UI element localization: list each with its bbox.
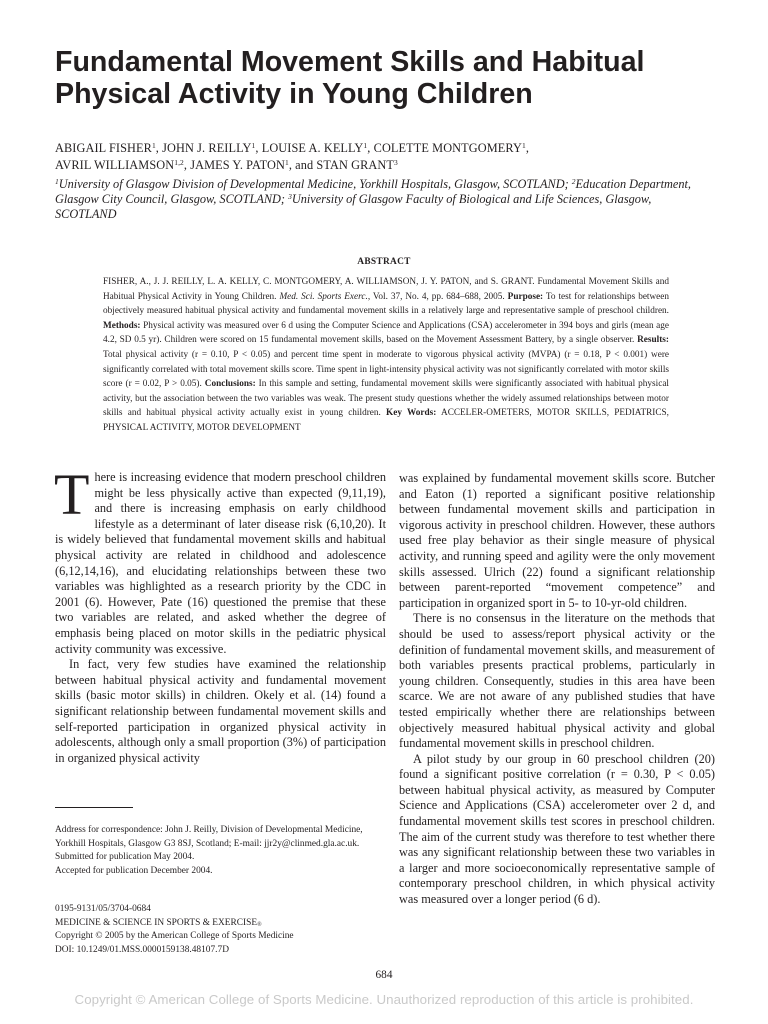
results-text: Total physical activity (r = 0.10, P < 0.05) and percent time spent in moderate to vigorous physical activity (MVPA) (r = 0.18, P < 0.001) were significantly correlated with total movement skills score. Time spent in light-intensity physical activity was not significantly correlated with motor skills score (r = 0.02, P > 0.05). <box>103 349 669 390</box>
registered-mark: ® <box>257 921 262 928</box>
author-name: ABIGAIL FISHER <box>55 141 152 155</box>
correspondence-address: Address for correspondence: John J. Reilly, Division of Developmental Medicine, Yorkhill Hospitals, Glasgow G3 8SJ, Scotland; E-mail: jjr2y@clinmed.gla.ac.uk. <box>55 825 363 849</box>
journal-name-text: MEDICINE & SCIENCE IN SPORTS & EXERCISE <box>55 917 258 928</box>
article-code: 0195-9131/05/3704-0684 <box>55 904 151 914</box>
affiliation-mark: 1 <box>284 158 289 167</box>
affiliation-mark: 1 <box>55 177 59 186</box>
body-paragraph: A pilot study by our group in 60 preschool children (20) found a significant positive correlation (r = 0.30, P < 0.05) between habitual physical activity, as measured by Computer Science and Applications (CSA) accelerometer over 2 d, and fundamental movement skills test scores in preschool children. The aim of the current study was therefore to test whether there was any significant relationship between these two variables in a larger and more socioeconomically representative sample of contemporary preschool children, in which physical activity was measured over a longer period (6 d). <box>399 751 715 907</box>
author-name: STAN GRANT <box>316 158 394 172</box>
methods-label: Methods: <box>103 320 141 331</box>
affiliation-mark: 2 <box>571 177 576 186</box>
methods-text: Physical activity was measured over 6 d using the Computer Science and Applications (CSA) accelerometer in 394 boys and girls (mean age 4.2, SD 0.5 yr). Children were scored on 15 fundamental movement skills, based on the Movement Assessment Battery, by a single observer. <box>103 320 669 346</box>
keywords-text: ACCELER-OMETERS, MOTOR SKILLS, PEDIATRICS, PHYSICAL ACTIVITY, MOTOR DEVELOPMENT <box>103 408 669 433</box>
body-column-left <box>54 462 386 790</box>
footnote-divider <box>55 807 133 808</box>
affiliation-text: University of Glasgow Division of Developmental Medicine, Yorkhill Hospitals, Glasgow, SCOTLAND; <box>58 177 572 191</box>
affiliation-mark: 1 <box>251 141 256 150</box>
publication-info <box>55 903 386 957</box>
affiliation-mark: 3 <box>288 192 292 201</box>
body-paragraph: was explained by fundamental movement skills score. Butcher and Eaton (1) reported a significant positive relationship between fundamental movement skills and participation in vigorous activity in preschool children. However, these authors used free play behavior as their single measure of physical activity, and running speed and agility were the only movement skills assessed. Ulrich (22) found a significant relationship between parent-reported “movement competence” and participation in organized sport in 5- to 10-yr-old children. <box>399 471 715 610</box>
submitted-date: Submitted for publication May 2004. <box>55 852 195 862</box>
copyright-line: Copyright © 2005 by the American College of Sports Medicine <box>55 931 294 942</box>
affiliation-text: Education Department, Glasgow City Council, Glasgow, SCOTLAND; <box>55 177 691 206</box>
article-title: Fundamental Movement Skills and Habitual Physical Activity in Young Children <box>55 46 645 110</box>
abstract-heading: ABSTRACT <box>357 257 411 267</box>
accepted-date: Accepted for publication December 2004. <box>55 865 213 876</box>
doi: DOI: 10.1249/01.MSS.0000159138.48107.7D <box>55 944 229 955</box>
affiliation-mark: 3 <box>393 158 398 167</box>
affiliation-mark: 1 <box>363 141 368 150</box>
conclusions-label: Conclusions: <box>204 379 256 390</box>
author-name: JAMES Y. PATON <box>190 158 285 172</box>
body-paragraph <box>54 462 386 657</box>
paragraph-text: here is increasing evidence that modern preschool children might be less physically active than expected (9,11,19), and there is increasing emphasis on early childhood lifestyle as a determinant of later disease risk (6,10,20). It is widely believed that fundamental movement skills and habitual physical activity are related in childhood and adolescence (6,12,14,16), and elucidating relationships between these two variables was highlighted as a research priority by the CDC in 2001 (6). However, Pate (16) questioned the premise that these two variables are related, and asked whether the degree of emphasis being placed on motor skills in the pediatric physical activity community was excessive. <box>55 470 386 656</box>
citation-details: , Vol. 37, No. 4, pp. 684–688, 2005. <box>367 291 505 302</box>
keywords-label: Key Words: <box>386 408 437 419</box>
journal-abbrev: Med. Sci. Sports Exerc. <box>279 291 368 302</box>
affiliation-mark: 1 <box>521 141 526 150</box>
body-paragraph: In fact, very few studies have examined the relationship between habitual physical activity and fundamental movement skills (basic motor skills) in children. Okely et al. (14) found a significant relationship between fundamental movement skills and self-reported participation in organized physical activity in adolescents, although only a small proportion (3%) of participation in organized physical activity <box>55 657 386 765</box>
drop-cap: T <box>54 462 90 527</box>
author-name: AVRIL WILLIAMSON <box>55 158 175 172</box>
author-name: JOHN J. REILLY <box>162 141 252 155</box>
author-list: ABIGAIL FISHER$^1$, JOHN J. REILLY$^1$, LOUISE A. KELLY$^1$, COLETTE MONTGOMERY$^1$, AVRIL WILLIAMSON$^{1,2}$, JAMES Y. PATON$^1$, and STAN GRANT$^3$ <box>55 141 530 172</box>
author-name: COLETTE MONTGOMERY <box>373 141 522 155</box>
body-paragraph: There is no consensus in the literature on the methods that should be used to assess/report physical activity or the definition of fundamental movement skills, and measurement of both variables presents practical problems, particularly in young children. Consequently, studies in this area have been scarce. We are not aware of any published studies that have tested empirically whether there are relationships between objectively measured habitual physical activity and global fundamental movement skills in preschool children. <box>399 611 715 751</box>
citation-authors: FISHER, A., J. J. REILLY, L. A. KELLY, C. MONTGOMERY, A. WILLIAMSON, J. Y. PATON, and S. GRANT. Fundamental Movement Skills and Habitual Physical Activity in Young Children. <box>103 277 669 302</box>
affiliation-mark: 1,2 <box>174 158 184 167</box>
page-number: 684 <box>375 969 393 981</box>
correspondence-footnote <box>55 824 386 878</box>
journal-name <box>55 917 386 931</box>
affiliation-text: University of Glasgow Faculty of Biological and Life Sciences, Glasgow, SCOTLAND <box>55 192 652 221</box>
abstract-body <box>103 275 669 436</box>
copyright-watermark: Copyright © American College of Sports Medicine. Unauthorized reproduction of this article is prohibited. <box>74 992 694 1007</box>
affiliation-mark: 1 <box>151 141 156 150</box>
affiliations <box>55 177 715 222</box>
purpose-text: To test for relationships between objectively measured habitual physical activity and fundamental movement skills in a relatively large and representative sample of preschool children. <box>103 291 670 317</box>
purpose-label: Purpose: <box>507 291 544 302</box>
body-column-right <box>399 471 715 908</box>
author-name: LOUISE A. KELLY <box>261 141 364 155</box>
conclusions-text: In this sample and setting, fundamental movement skills were significantly associated with habitual physical activity, but the association between the two variables was weak. The present study questions whether the widely assumed relationships between motor skills and habitual physical activity actually exist in young children. <box>103 379 669 419</box>
results-label: Results: <box>637 335 669 346</box>
